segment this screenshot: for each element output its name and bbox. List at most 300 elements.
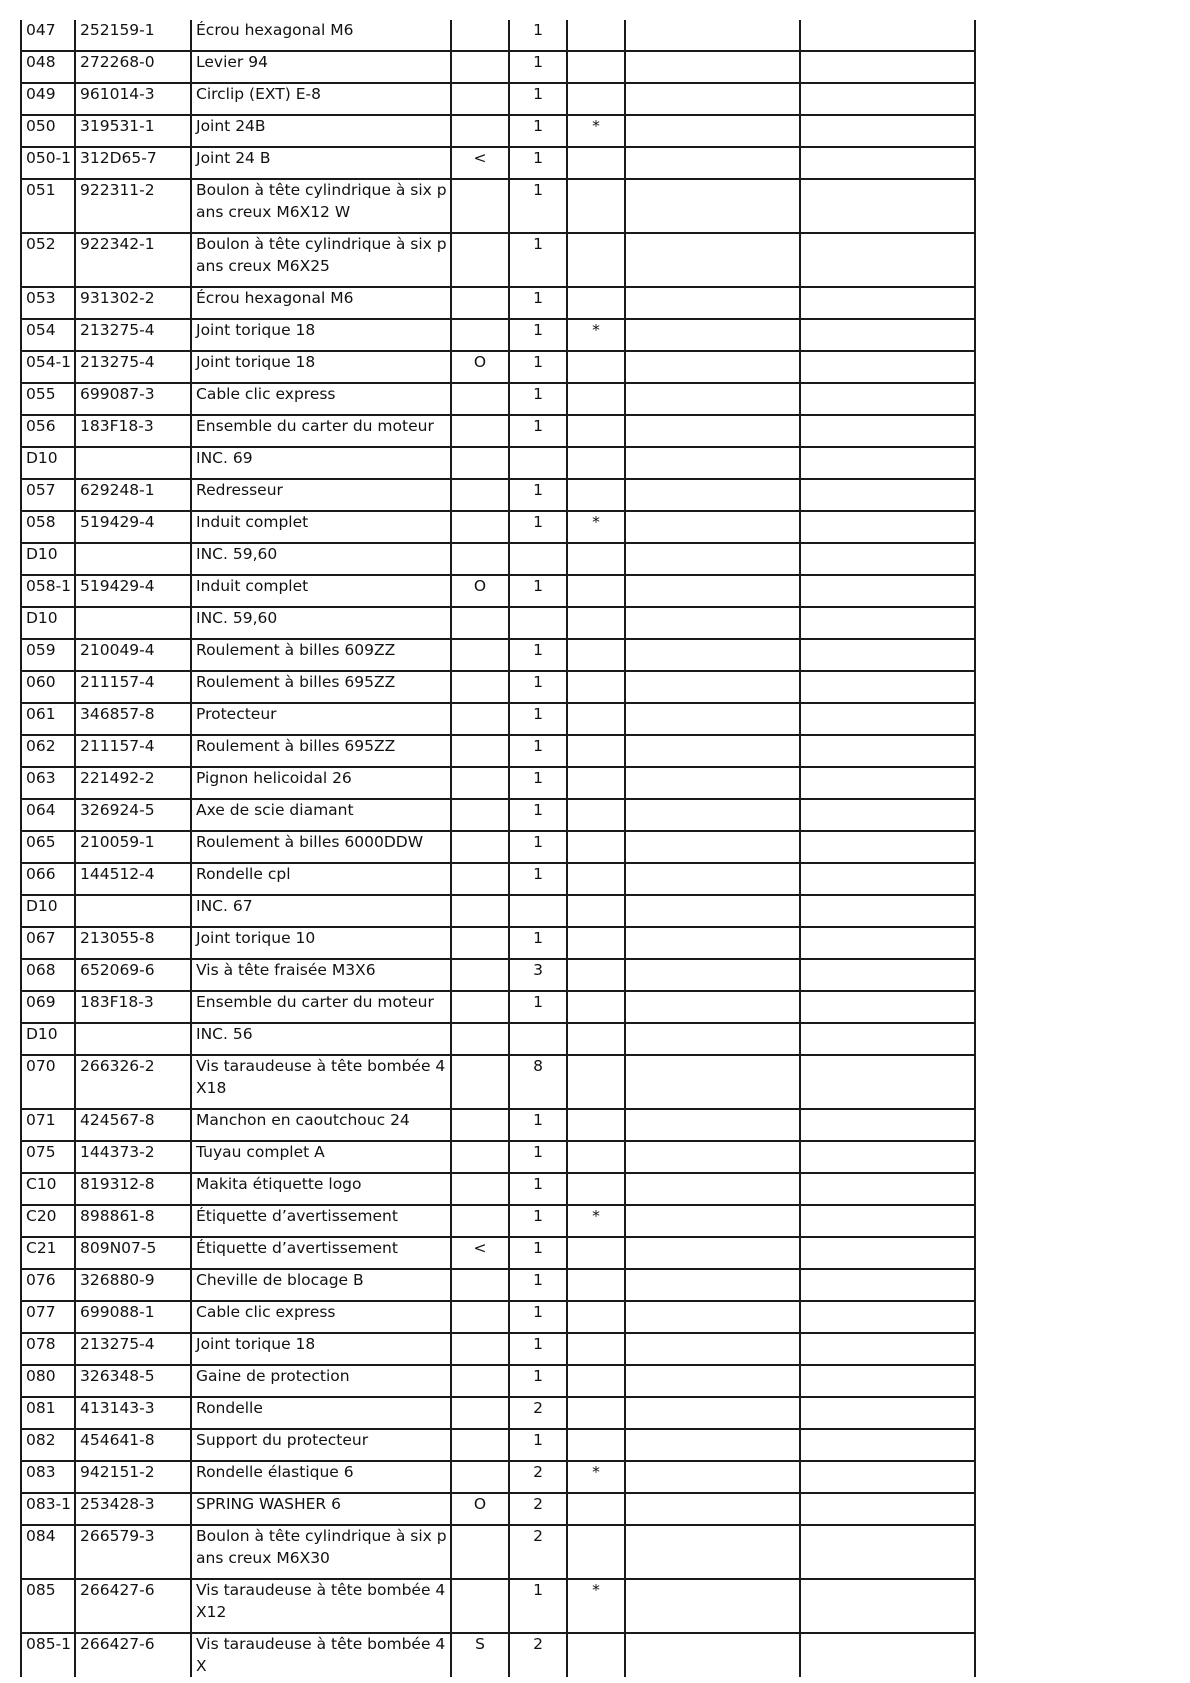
item-number-cell: D10 [21, 1023, 75, 1055]
quantity-cell: 1 [509, 767, 567, 799]
note-cell [567, 83, 625, 115]
blank-cell-1 [625, 1429, 800, 1461]
parts-table-body [21, 20, 975, 1677]
table-row [21, 735, 975, 767]
description-cell: INC. 69 [191, 447, 451, 479]
item-number-cell: 049 [21, 83, 75, 115]
marker-cell [451, 831, 509, 863]
marker-cell: S [451, 1633, 509, 1677]
table-row [21, 479, 975, 511]
marker-cell [451, 991, 509, 1023]
part-number-cell: 326348-5 [75, 1365, 191, 1397]
table-row [21, 1365, 975, 1397]
note-cell [567, 1269, 625, 1301]
blank-cell-2 [800, 1301, 975, 1333]
marker-cell: O [451, 575, 509, 607]
note-cell [567, 959, 625, 991]
blank-cell-2 [800, 1365, 975, 1397]
table-row [21, 1055, 975, 1109]
marker-cell [451, 319, 509, 351]
blank-cell-1 [625, 1109, 800, 1141]
note-cell [567, 895, 625, 927]
part-number-cell: 454641-8 [75, 1429, 191, 1461]
part-number-cell: 413143-3 [75, 1397, 191, 1429]
description-cell: Tuyau complet A [191, 1141, 451, 1173]
part-number-cell: 519429-4 [75, 575, 191, 607]
marker-cell: O [451, 1493, 509, 1525]
part-number-cell: 266427-6 [75, 1633, 191, 1677]
blank-cell-1 [625, 147, 800, 179]
quantity-cell: 1 [509, 383, 567, 415]
item-number-cell: 059 [21, 639, 75, 671]
description-cell: Protecteur [191, 703, 451, 735]
blank-cell-1 [625, 735, 800, 767]
blank-cell-1 [625, 863, 800, 895]
blank-cell-1 [625, 383, 800, 415]
blank-cell-1 [625, 1055, 800, 1109]
description-cell: Boulon à tête cylindrique à six pans creux M6X30 [191, 1525, 451, 1579]
blank-cell-1 [625, 671, 800, 703]
item-number-cell: 064 [21, 799, 75, 831]
note-cell [567, 1397, 625, 1429]
description-cell: Pignon helicoidal 26 [191, 767, 451, 799]
blank-cell-2 [800, 1397, 975, 1429]
blank-cell-2 [800, 1333, 975, 1365]
item-number-cell: 077 [21, 1301, 75, 1333]
description-cell: INC. 59,60 [191, 543, 451, 575]
note-cell [567, 147, 625, 179]
part-number-cell [75, 607, 191, 639]
blank-cell-1 [625, 1579, 800, 1633]
marker-cell [451, 959, 509, 991]
note-cell [567, 1365, 625, 1397]
blank-cell-2 [800, 1429, 975, 1461]
quantity-cell: 1 [509, 671, 567, 703]
note-cell [567, 51, 625, 83]
description-cell: Makita étiquette logo [191, 1173, 451, 1205]
quantity-cell: 1 [509, 179, 567, 233]
item-number-cell: 080 [21, 1365, 75, 1397]
table-row [21, 1633, 975, 1677]
item-number-cell: 051 [21, 179, 75, 233]
part-number-cell: 221492-2 [75, 767, 191, 799]
table-row [21, 147, 975, 179]
part-number-cell [75, 895, 191, 927]
marker-cell [451, 179, 509, 233]
part-number-cell: 253428-3 [75, 1493, 191, 1525]
blank-cell-1 [625, 287, 800, 319]
quantity-cell: 1 [509, 1365, 567, 1397]
note-cell: * [567, 115, 625, 147]
note-cell [567, 179, 625, 233]
part-number-cell: 213275-4 [75, 1333, 191, 1365]
item-number-cell: 052 [21, 233, 75, 287]
blank-cell-2 [800, 415, 975, 447]
description-cell: Vis taraudeuse à tête bombée 4X12 [191, 1579, 451, 1633]
note-cell [567, 543, 625, 575]
marker-cell [451, 287, 509, 319]
blank-cell-2 [800, 1109, 975, 1141]
marker-cell [451, 51, 509, 83]
item-number-cell: 055 [21, 383, 75, 415]
table-row [21, 1141, 975, 1173]
blank-cell-1 [625, 1141, 800, 1173]
description-cell: Redresseur [191, 479, 451, 511]
description-cell: Joint torique 18 [191, 1333, 451, 1365]
blank-cell-2 [800, 447, 975, 479]
item-number-cell: 062 [21, 735, 75, 767]
quantity-cell: 1 [509, 20, 567, 51]
table-row [21, 927, 975, 959]
marker-cell [451, 543, 509, 575]
item-number-cell: 069 [21, 991, 75, 1023]
table-row [21, 1333, 975, 1365]
blank-cell-2 [800, 1461, 975, 1493]
table-row [21, 447, 975, 479]
item-number-cell: 082 [21, 1429, 75, 1461]
blank-cell-1 [625, 1461, 800, 1493]
marker-cell [451, 20, 509, 51]
blank-cell-2 [800, 319, 975, 351]
note-cell [567, 1109, 625, 1141]
blank-cell-2 [800, 115, 975, 147]
part-number-cell: 266427-6 [75, 1579, 191, 1633]
table-row [21, 799, 975, 831]
marker-cell [451, 1023, 509, 1055]
marker-cell [451, 671, 509, 703]
item-number-cell: 053 [21, 287, 75, 319]
description-cell: Joint 24 B [191, 147, 451, 179]
table-row [21, 1579, 975, 1633]
quantity-cell: 2 [509, 1633, 567, 1677]
blank-cell-2 [800, 863, 975, 895]
blank-cell-1 [625, 233, 800, 287]
marker-cell [451, 863, 509, 895]
blank-cell-2 [800, 1173, 975, 1205]
item-number-cell: D10 [21, 607, 75, 639]
part-number-cell: 266326-2 [75, 1055, 191, 1109]
quantity-cell: 1 [509, 1205, 567, 1237]
blank-cell-2 [800, 1579, 975, 1633]
table-row [21, 1493, 975, 1525]
marker-cell [451, 1301, 509, 1333]
marker-cell [451, 83, 509, 115]
quantity-cell: 1 [509, 115, 567, 147]
table-row [21, 543, 975, 575]
quantity-cell: 1 [509, 479, 567, 511]
quantity-cell [509, 543, 567, 575]
part-number-cell: 213275-4 [75, 351, 191, 383]
part-number-cell: 961014-3 [75, 83, 191, 115]
table-row [21, 319, 975, 351]
quantity-cell: 1 [509, 1579, 567, 1633]
description-cell: Manchon en caoutchouc 24 [191, 1109, 451, 1141]
note-cell [567, 863, 625, 895]
description-cell: Écrou hexagonal M6 [191, 20, 451, 51]
note-cell [567, 703, 625, 735]
quantity-cell: 1 [509, 863, 567, 895]
table-row [21, 415, 975, 447]
item-number-cell: 057 [21, 479, 75, 511]
quantity-cell: 2 [509, 1397, 567, 1429]
part-number-cell: 272268-0 [75, 51, 191, 83]
quantity-cell: 1 [509, 703, 567, 735]
quantity-cell: 1 [509, 233, 567, 287]
description-cell: Rondelle cpl [191, 863, 451, 895]
table-row [21, 1237, 975, 1269]
blank-cell-2 [800, 799, 975, 831]
part-number-cell: 252159-1 [75, 20, 191, 51]
note-cell [567, 767, 625, 799]
quantity-cell: 1 [509, 799, 567, 831]
blank-cell-2 [800, 1141, 975, 1173]
blank-cell-1 [625, 1525, 800, 1579]
marker-cell [451, 1055, 509, 1109]
part-number-cell: 519429-4 [75, 511, 191, 543]
item-number-cell: 066 [21, 863, 75, 895]
quantity-cell: 2 [509, 1493, 567, 1525]
table-row [21, 1397, 975, 1429]
note-cell [567, 287, 625, 319]
quantity-cell [509, 447, 567, 479]
description-cell: Joint torique 18 [191, 319, 451, 351]
blank-cell-1 [625, 415, 800, 447]
blank-cell-2 [800, 607, 975, 639]
description-cell: Ensemble du carter du moteur [191, 991, 451, 1023]
marker-cell [451, 1429, 509, 1461]
note-cell [567, 991, 625, 1023]
blank-cell-2 [800, 147, 975, 179]
blank-cell-2 [800, 233, 975, 287]
blank-cell-1 [625, 543, 800, 575]
description-cell: Joint 24B [191, 115, 451, 147]
description-cell: Étiquette d’avertissement [191, 1237, 451, 1269]
item-number-cell: 047 [21, 20, 75, 51]
blank-cell-2 [800, 671, 975, 703]
table-row [21, 1429, 975, 1461]
quantity-cell: 1 [509, 1429, 567, 1461]
marker-cell [451, 639, 509, 671]
part-number-cell: 210049-4 [75, 639, 191, 671]
blank-cell-2 [800, 511, 975, 543]
table-row [21, 863, 975, 895]
description-cell: Vis taraudeuse à tête bombée 4X [191, 1633, 451, 1677]
note-cell: * [567, 1579, 625, 1633]
marker-cell [451, 511, 509, 543]
description-cell: Roulement à billes 609ZZ [191, 639, 451, 671]
part-number-cell: 898861-8 [75, 1205, 191, 1237]
table-row [21, 1205, 975, 1237]
quantity-cell: 1 [509, 639, 567, 671]
marker-cell [451, 233, 509, 287]
blank-cell-1 [625, 1237, 800, 1269]
blank-cell-1 [625, 447, 800, 479]
marker-cell [451, 895, 509, 927]
table-row [21, 767, 975, 799]
blank-cell-1 [625, 1365, 800, 1397]
description-cell: Cable clic express [191, 1301, 451, 1333]
note-cell: * [567, 1461, 625, 1493]
item-number-cell: 054-1 [21, 351, 75, 383]
description-cell: Étiquette d’avertissement [191, 1205, 451, 1237]
description-cell: Axe de scie diamant [191, 799, 451, 831]
part-number-cell: 144373-2 [75, 1141, 191, 1173]
description-cell: Ensemble du carter du moteur [191, 415, 451, 447]
marker-cell [451, 799, 509, 831]
blank-cell-2 [800, 1237, 975, 1269]
part-number-cell: 213275-4 [75, 319, 191, 351]
table-row [21, 51, 975, 83]
description-cell: Roulement à billes 695ZZ [191, 671, 451, 703]
quantity-cell [509, 607, 567, 639]
marker-cell [451, 1525, 509, 1579]
note-cell [567, 607, 625, 639]
note-cell [567, 1429, 625, 1461]
blank-cell-1 [625, 895, 800, 927]
item-number-cell: 060 [21, 671, 75, 703]
item-number-cell: 063 [21, 767, 75, 799]
marker-cell [451, 383, 509, 415]
blank-cell-2 [800, 575, 975, 607]
quantity-cell: 2 [509, 1461, 567, 1493]
quantity-cell: 1 [509, 51, 567, 83]
blank-cell-2 [800, 927, 975, 959]
table-row [21, 1301, 975, 1333]
table-row [21, 233, 975, 287]
description-cell: Cable clic express [191, 383, 451, 415]
blank-cell-1 [625, 607, 800, 639]
description-cell: INC. 59,60 [191, 607, 451, 639]
blank-cell-2 [800, 479, 975, 511]
blank-cell-1 [625, 1269, 800, 1301]
marker-cell: < [451, 147, 509, 179]
table-row [21, 575, 975, 607]
item-number-cell: C20 [21, 1205, 75, 1237]
item-number-cell: 065 [21, 831, 75, 863]
blank-cell-1 [625, 1493, 800, 1525]
blank-cell-1 [625, 1301, 800, 1333]
description-cell: Levier 94 [191, 51, 451, 83]
item-number-cell: C10 [21, 1173, 75, 1205]
part-number-cell: 266579-3 [75, 1525, 191, 1579]
description-cell: Cheville de blocage B [191, 1269, 451, 1301]
blank-cell-2 [800, 1633, 975, 1677]
blank-cell-1 [625, 959, 800, 991]
part-number-cell: 211157-4 [75, 671, 191, 703]
blank-cell-2 [800, 895, 975, 927]
description-cell: INC. 56 [191, 1023, 451, 1055]
marker-cell [451, 415, 509, 447]
blank-cell-2 [800, 639, 975, 671]
quantity-cell: 8 [509, 1055, 567, 1109]
note-cell [567, 1237, 625, 1269]
marker-cell [451, 735, 509, 767]
quantity-cell: 1 [509, 1141, 567, 1173]
table-row [21, 1525, 975, 1579]
marker-cell [451, 447, 509, 479]
blank-cell-1 [625, 115, 800, 147]
blank-cell-1 [625, 575, 800, 607]
blank-cell-1 [625, 319, 800, 351]
description-cell: INC. 67 [191, 895, 451, 927]
item-number-cell: 058 [21, 511, 75, 543]
quantity-cell: 1 [509, 575, 567, 607]
note-cell [567, 351, 625, 383]
blank-cell-1 [625, 20, 800, 51]
item-number-cell: 056 [21, 415, 75, 447]
note-cell [567, 1055, 625, 1109]
part-number-cell: 652069-6 [75, 959, 191, 991]
item-number-cell: 050-1 [21, 147, 75, 179]
note-cell: * [567, 511, 625, 543]
description-cell: Joint torique 10 [191, 927, 451, 959]
blank-cell-1 [625, 927, 800, 959]
table-row [21, 83, 975, 115]
marker-cell [451, 607, 509, 639]
blank-cell-1 [625, 179, 800, 233]
marker-cell [451, 1461, 509, 1493]
item-number-cell: 076 [21, 1269, 75, 1301]
blank-cell-1 [625, 1023, 800, 1055]
quantity-cell: 1 [509, 415, 567, 447]
quantity-cell: 1 [509, 287, 567, 319]
table-row [21, 287, 975, 319]
part-number-cell: 312D65-7 [75, 147, 191, 179]
blank-cell-1 [625, 1333, 800, 1365]
part-number-cell: 326880-9 [75, 1269, 191, 1301]
part-number-cell: 213055-8 [75, 927, 191, 959]
blank-cell-1 [625, 1397, 800, 1429]
blank-cell-2 [800, 351, 975, 383]
blank-cell-1 [625, 639, 800, 671]
item-number-cell: 085-1 [21, 1633, 75, 1677]
table-row [21, 607, 975, 639]
part-number-cell: 629248-1 [75, 479, 191, 511]
description-cell: Induit complet [191, 575, 451, 607]
blank-cell-2 [800, 1269, 975, 1301]
item-number-cell: 048 [21, 51, 75, 83]
part-number-cell [75, 447, 191, 479]
blank-cell-1 [625, 479, 800, 511]
description-cell: SPRING WASHER 6 [191, 1493, 451, 1525]
blank-cell-2 [800, 735, 975, 767]
quantity-cell: 1 [509, 927, 567, 959]
item-number-cell: 067 [21, 927, 75, 959]
table-row [21, 511, 975, 543]
blank-cell-2 [800, 959, 975, 991]
quantity-cell [509, 895, 567, 927]
table-row [21, 115, 975, 147]
quantity-cell: 1 [509, 1269, 567, 1301]
quantity-cell: 1 [509, 351, 567, 383]
blank-cell-2 [800, 1525, 975, 1579]
part-number-cell: 699087-3 [75, 383, 191, 415]
item-number-cell: D10 [21, 895, 75, 927]
note-cell [567, 1173, 625, 1205]
part-number-cell: 424567-8 [75, 1109, 191, 1141]
note-cell [567, 233, 625, 287]
blank-cell-2 [800, 287, 975, 319]
blank-cell-1 [625, 1173, 800, 1205]
item-number-cell: 070 [21, 1055, 75, 1109]
note-cell: * [567, 319, 625, 351]
quantity-cell: 3 [509, 959, 567, 991]
marker-cell [451, 1269, 509, 1301]
blank-cell-2 [800, 1055, 975, 1109]
description-cell: Vis taraudeuse à tête bombée 4X18 [191, 1055, 451, 1109]
item-number-cell: C21 [21, 1237, 75, 1269]
part-number-cell: 211157-4 [75, 735, 191, 767]
